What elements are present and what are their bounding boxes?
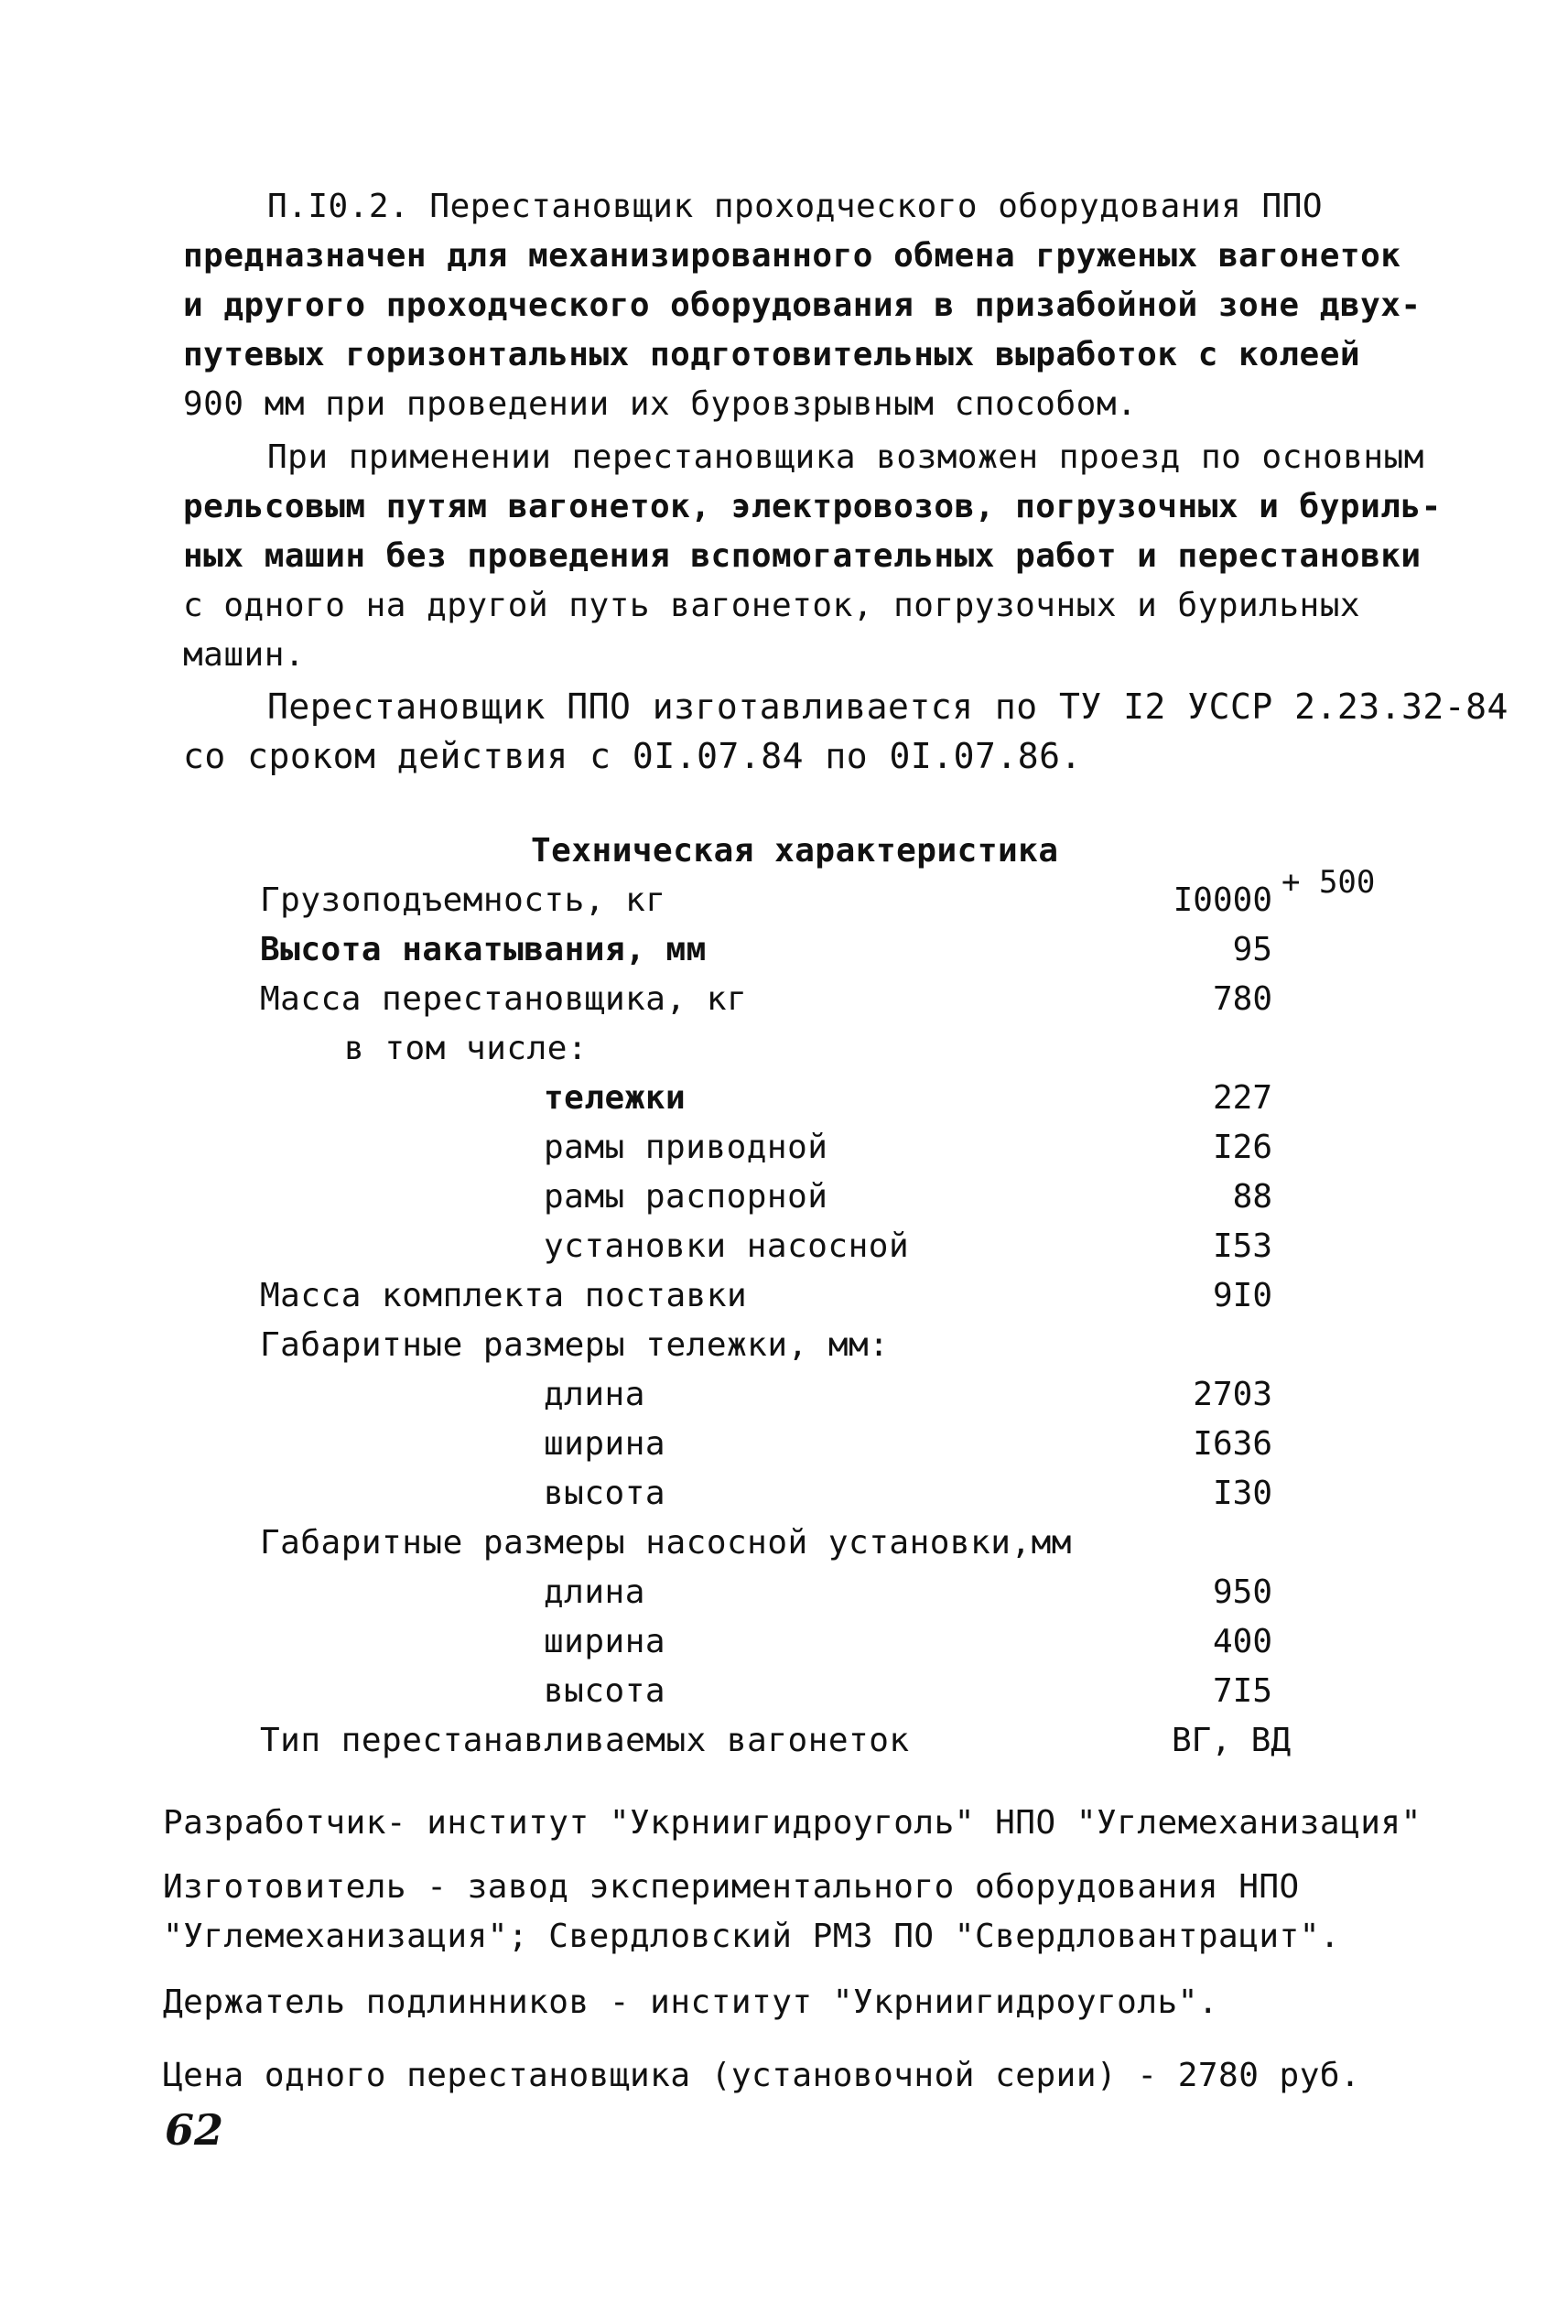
spec-label: высота bbox=[544, 1475, 666, 1512]
spec-value: 88 bbox=[1232, 1178, 1272, 1216]
para2-line: с одного на другой путь вагонеток, погрузочных и бурильных bbox=[183, 587, 1361, 624]
intro-line: путевых горизонтальных подготовительных выработок с колеей bbox=[183, 336, 1361, 373]
spec-label: Высота накатывания, мм bbox=[260, 931, 707, 968]
spec-label: ширина bbox=[544, 1623, 666, 1660]
intro-line: 900 мм при проведении их буровзрывным способом. bbox=[183, 385, 1138, 423]
spec-label: Тип перестанавливаемых вагонеток bbox=[260, 1722, 910, 1759]
para2-line: рельсовым путям вагонеток, электровозов, погрузочных и буриль- bbox=[183, 488, 1442, 525]
spec-label: тележки bbox=[544, 1079, 687, 1117]
intro-line: предназначен для механизированного обмена груженых вагонеток bbox=[183, 237, 1401, 275]
spec-value: 400 bbox=[1212, 1623, 1272, 1660]
spec-value: I0000 bbox=[1173, 881, 1272, 919]
intro-line: и другого проходческого оборудования в призабойной зоне двух- bbox=[183, 286, 1422, 324]
spec-label: Масса комплекта поставки bbox=[260, 1277, 748, 1314]
spec-label: рамы распорной bbox=[544, 1178, 828, 1216]
para2-line: машин. bbox=[183, 636, 306, 674]
developer-line: Разработчик- институт "Укрниигидроуголь" НПО "Углемеханизация" bbox=[163, 1804, 1422, 1842]
spec-value: I26 bbox=[1212, 1129, 1272, 1166]
spec-label: ширина bbox=[544, 1425, 666, 1463]
manufacturer-line: "Углемеханизация"; Свердловский РМЗ ПО "Свердловантрацит". bbox=[163, 1918, 1341, 1955]
spec-value: 95 bbox=[1232, 931, 1272, 968]
para2-line: ных машин без проведения вспомогательных работ и перестановки bbox=[183, 537, 1422, 575]
spec-value: I636 bbox=[1193, 1425, 1272, 1463]
page-number: 62 bbox=[165, 2105, 224, 2155]
spec-value: 950 bbox=[1212, 1573, 1272, 1611]
para2-line: При применении перестановщика возможен проезд по основным bbox=[267, 438, 1424, 476]
spec-label: высота bbox=[544, 1672, 666, 1710]
spec-value: 7I5 bbox=[1212, 1672, 1272, 1710]
intro-line: П.I0.2. Перестановщик проходческого оборудования ППО bbox=[267, 188, 1324, 225]
spec-label: рамы приводной bbox=[544, 1129, 828, 1166]
manufacturer-line: Изготовитель - завод экспериментального оборудования НПО bbox=[163, 1868, 1300, 1906]
spec-value: ВГ, ВД bbox=[1171, 1722, 1291, 1759]
capacity-tolerance: + 500 bbox=[1281, 864, 1376, 901]
para3-line: со сроком действия с 0I.07.84 по 0I.07.86. bbox=[183, 736, 1082, 776]
spec-value: 2703 bbox=[1193, 1376, 1272, 1413]
spec-label: длина bbox=[544, 1376, 645, 1413]
spec-value: I30 bbox=[1212, 1475, 1272, 1512]
spec-value: 227 bbox=[1212, 1079, 1272, 1117]
specs-title: Техническая характеристика bbox=[531, 832, 1059, 870]
price-line: Цена одного перестановщика (установочной серии) - 2780 руб. bbox=[163, 2057, 1361, 2094]
spec-label: Габаритные размеры насосной установки,мм bbox=[260, 1524, 1072, 1562]
spec-label: Габаритные размеры тележки, мм: bbox=[260, 1326, 890, 1364]
spec-value: 780 bbox=[1212, 980, 1272, 1018]
spec-label: установки насосной bbox=[544, 1227, 910, 1265]
spec-value: I53 bbox=[1212, 1227, 1272, 1265]
spec-label: Грузоподъемность, кг bbox=[260, 881, 666, 919]
spec-label: Масса перестановщика, кг bbox=[260, 980, 748, 1018]
holder-line: Держатель подлинников - институт "Укрниигидроуголь". bbox=[163, 1984, 1219, 2021]
para3-line: Перестановщик ППО изготавливается по ТУ I2 УССР 2.23.32-84 bbox=[267, 686, 1509, 727]
spec-value: 9I0 bbox=[1212, 1277, 1272, 1314]
spec-label: в том числе: bbox=[344, 1030, 589, 1067]
spec-label: длина bbox=[544, 1573, 645, 1611]
